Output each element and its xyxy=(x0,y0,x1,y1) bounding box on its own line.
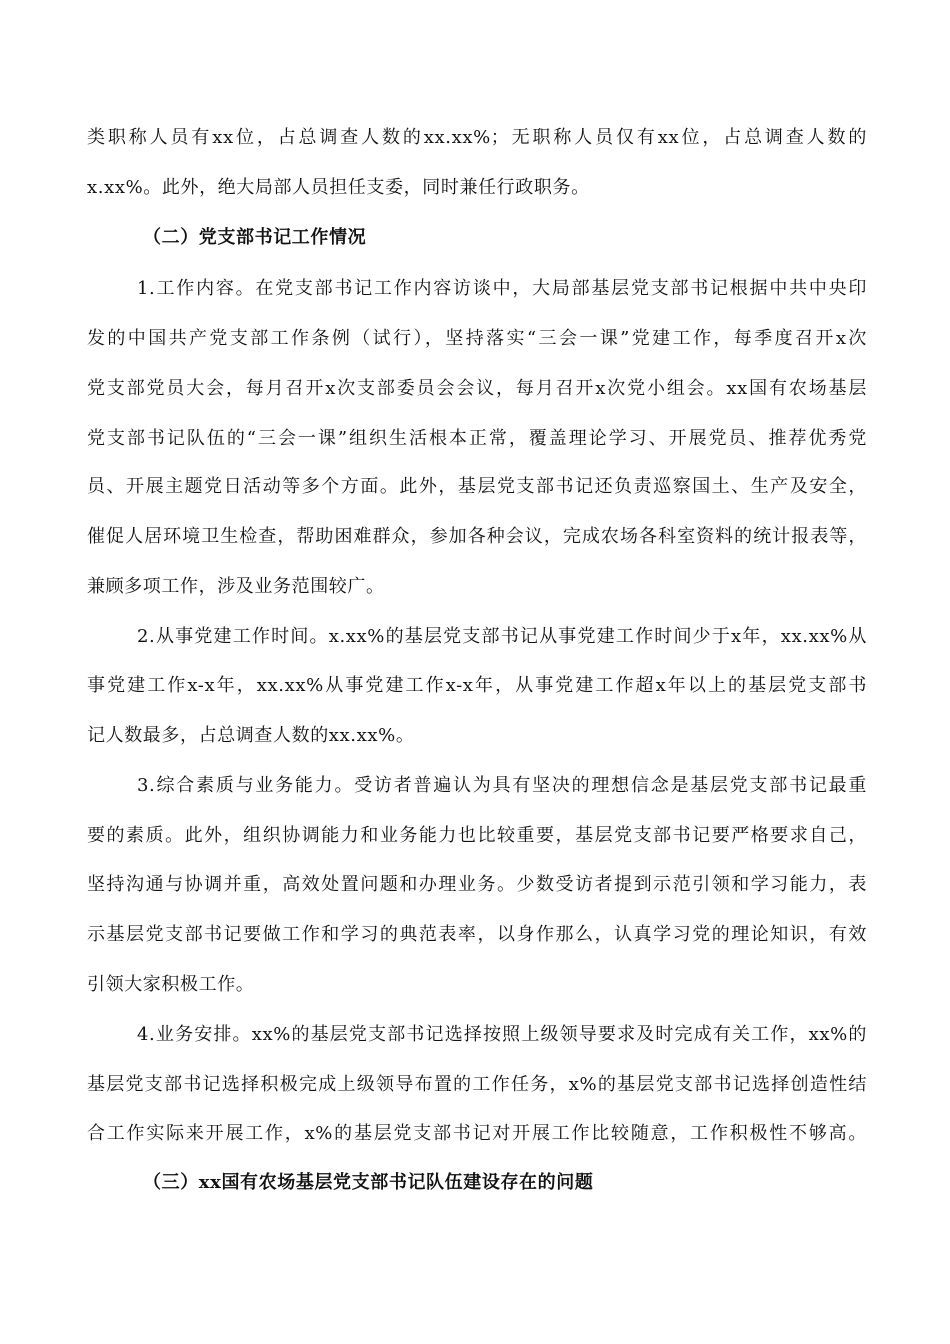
paragraph-first-line: 3.综合素质与业务能力。受访者普遍认为具有坚决的理想信念是基层党支部书记最重 xyxy=(137,775,867,796)
text-line: 党支部书记队伍的“三会一课”组织生活根本正常，覆盖理论学习、开展党员、推荐优秀党 xyxy=(87,428,867,449)
text-line: 员、开展主题党日活动等多个方面。此外，基层党支部书记还负责巡察国土、生产及安全， xyxy=(87,476,867,497)
text-line: 事党建工作x-x年，xx.xx%从事党建工作x-x年，从事党建工作超x年以上的基层党支部书 xyxy=(87,675,867,696)
paragraph-first-line: 4.业务安排。xx%的基层党支部书记选择按照上级领导要求及时完成有关工作，xx%的 xyxy=(137,1024,867,1045)
paragraph-first-line: 1.工作内容。在党支部书记工作内容访谈中，大局部基层党支部书记根据中共中央印 xyxy=(137,278,867,299)
text-line: 引领大家积极工作。 xyxy=(87,974,255,995)
text-line: 坚持沟通与协调并重，高效处置问题和办理业务。少数受访者提到示范引领和学习能力，表 xyxy=(87,874,867,895)
text-line: 党支部党员大会，每月召开x次支部委员会会议，每月召开x次党小组会。xx国有农场基层 xyxy=(87,378,867,399)
text-line: 合工作实际来开展工作，x%的基层党支部书记对开展工作比较随意，工作积极性不够高。 xyxy=(87,1123,867,1144)
text-line: 发的中国共产党支部工作条例（试行），坚持落实“三会一课”党建工作，每季度召开x次 xyxy=(87,328,867,349)
text-line: 类职称人员有xx位，占总调查人数的xx.xx%；无职称人员仅有xx位，占总调查人数的 xyxy=(87,127,867,148)
text-line: 要的素质。此外，组织协调能力和业务能力也比较重要，基层党支部书记要严格要求自己， xyxy=(87,825,867,846)
text-line: x.xx%。此外，绝大局部人员担任支委，同时兼任行政职务。 xyxy=(87,177,590,198)
section-heading: （二）党支部书记工作情况 xyxy=(143,227,367,248)
text-line: 兼顾多项工作，涉及业务范围较广。 xyxy=(87,576,385,597)
text-line: 基层党支部书记选择积极完成上级领导布置的工作任务，x%的基层党支部书记选择创造性结 xyxy=(87,1074,867,1095)
text-line: 示基层党支部书记要做工作和学习的典范表率，以身作那么，认真学习党的理论知识，有效 xyxy=(87,924,867,945)
paragraph-first-line: 2.从事党建工作时间。x.xx%的基层党支部书记从事党建工作时间少于x年，xx.xx%从 xyxy=(137,626,867,647)
text-line: 催促人居环境卫生检查，帮助困难群众，参加各种会议，完成农场各科室资料的统计报表等， xyxy=(87,526,867,547)
text-line: 记人数最多，占总调查人数的xx.xx%。 xyxy=(87,725,415,746)
section-heading: （三）xx国有农场基层党支部书记队伍建设存在的问题 xyxy=(143,1172,594,1193)
